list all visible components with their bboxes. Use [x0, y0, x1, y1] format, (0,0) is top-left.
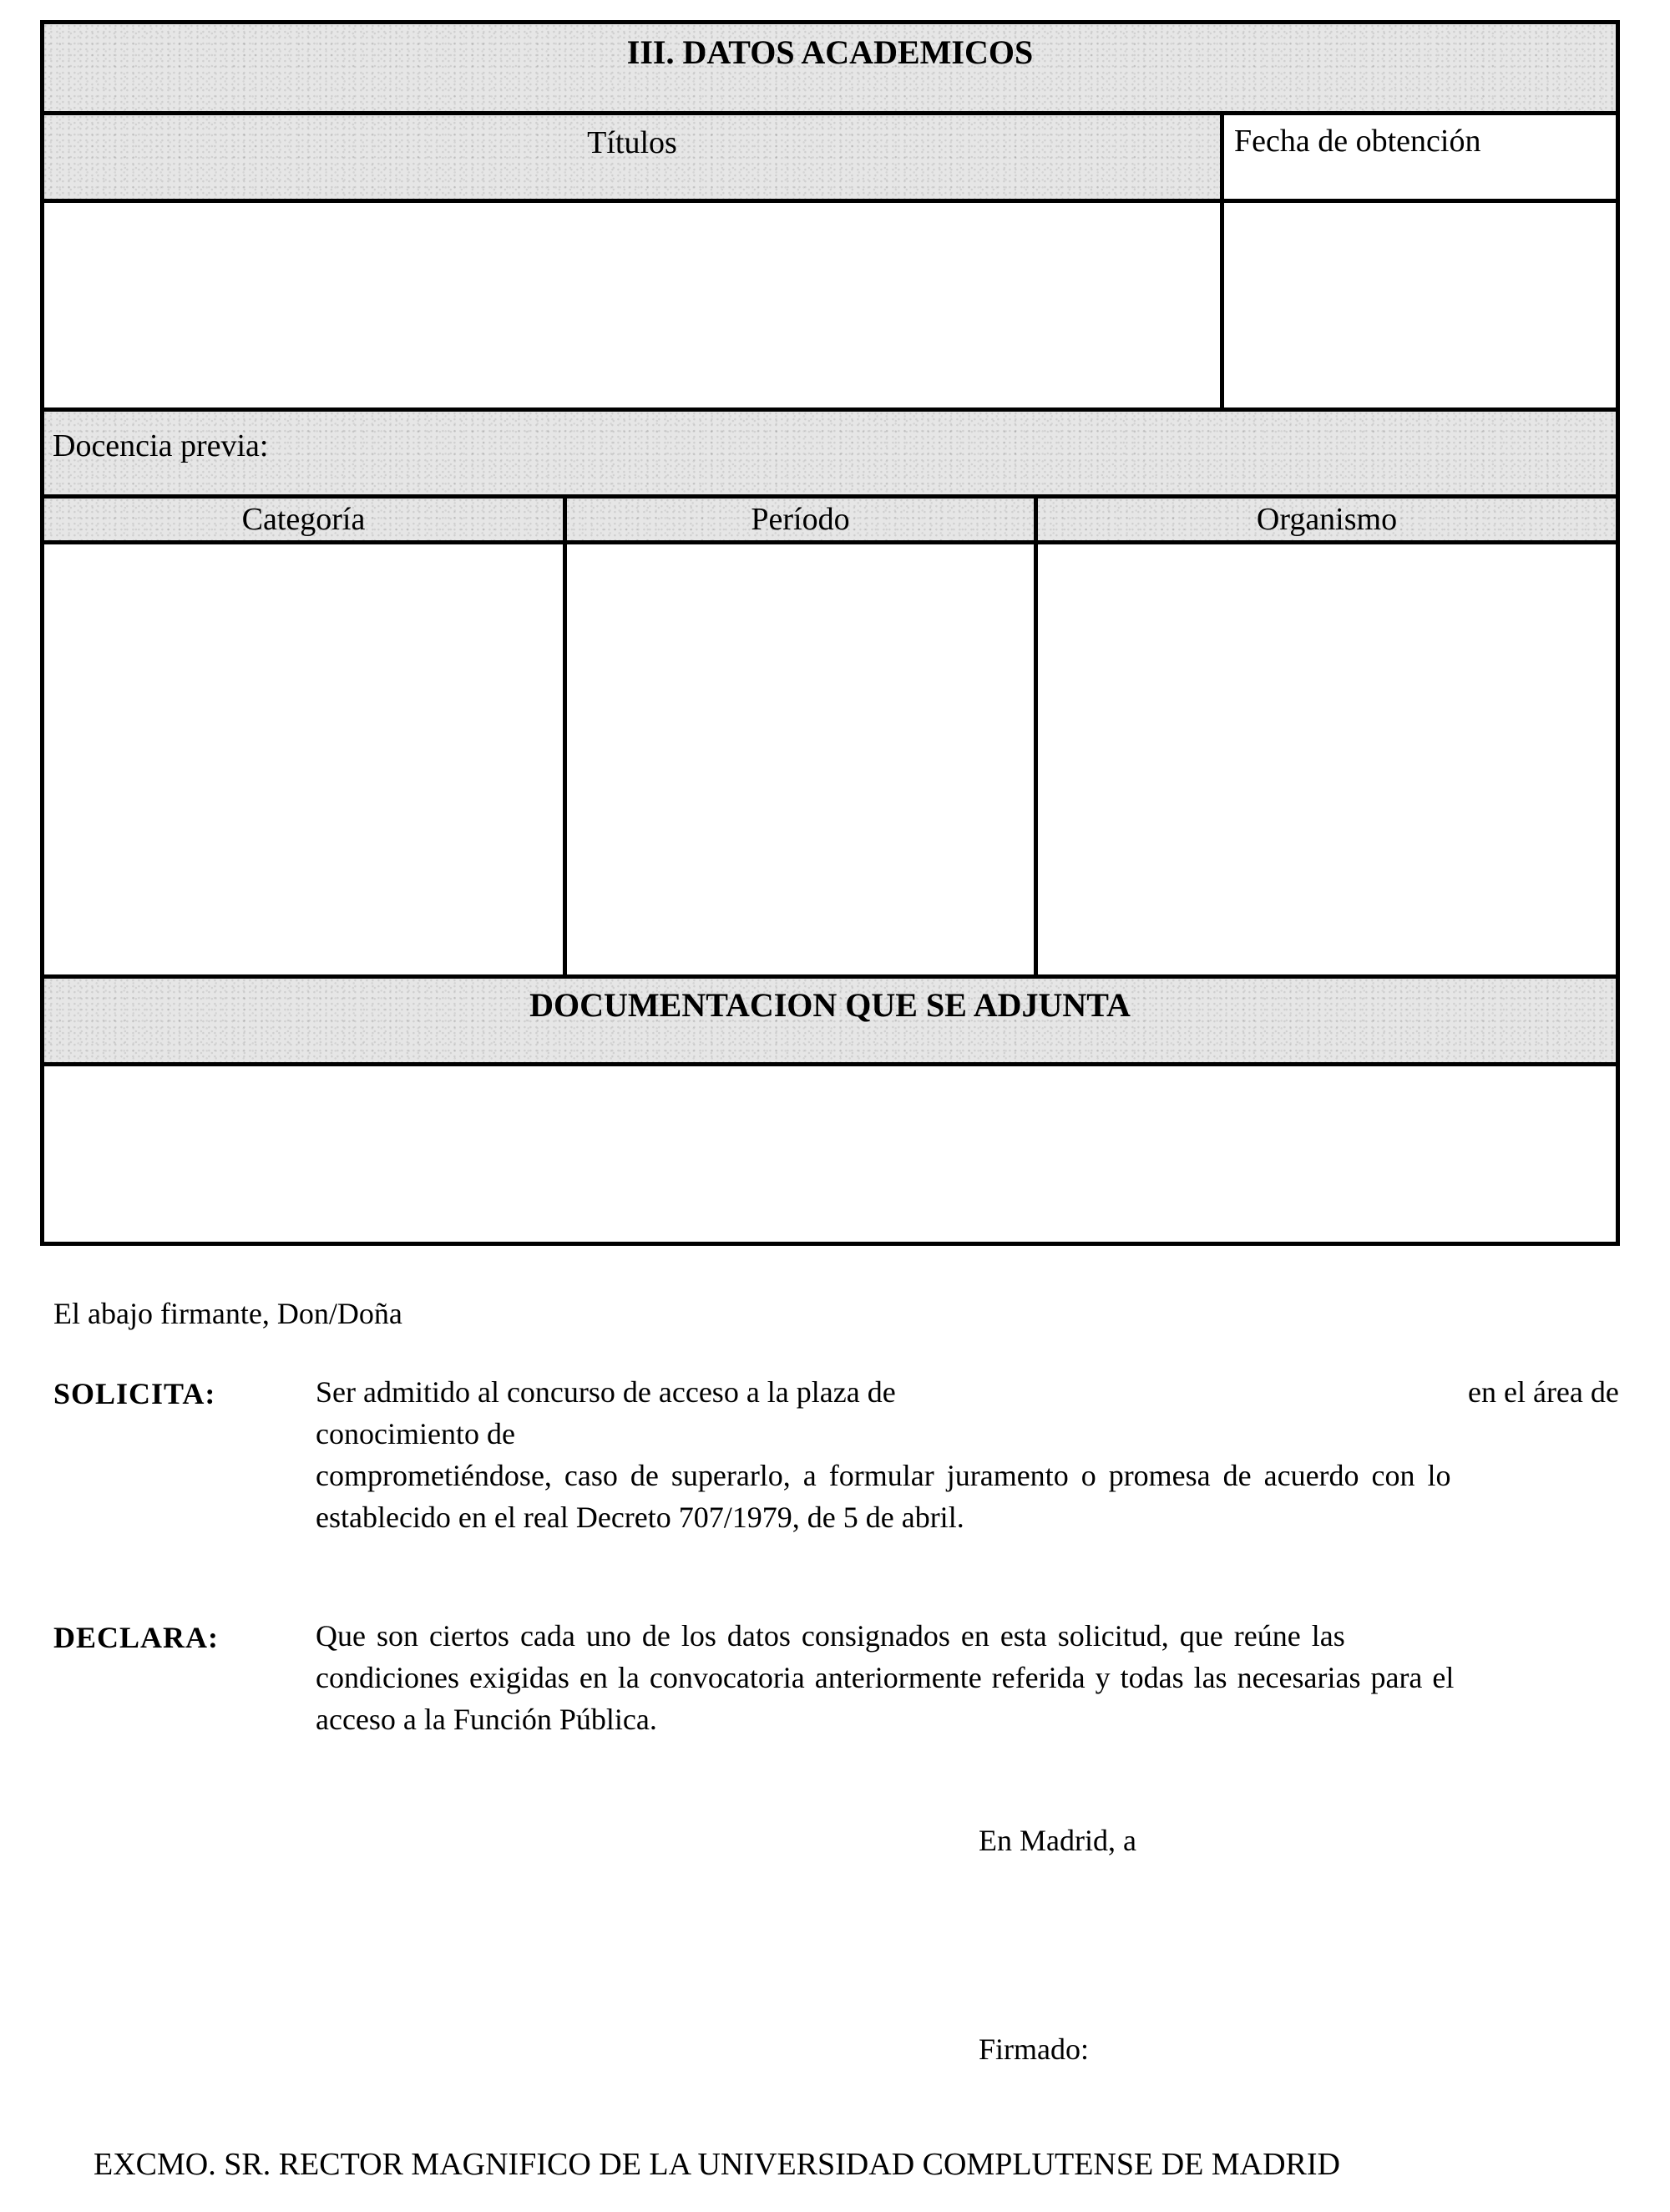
solicita-line1b: en el área de — [1468, 1375, 1619, 1409]
solicita-line3: comprometiéndose, caso de superarlo, a formular juramento o promesa de acuerdo con lo — [316, 1459, 1451, 1492]
solicita-label: SOLICITA: — [53, 1377, 216, 1410]
declara-label: DECLARA: — [53, 1621, 220, 1654]
documentacion-entry-field[interactable] — [44, 1066, 1616, 1242]
documentacion-header-cell — [44, 979, 1616, 1062]
declara-line2: condiciones exigidas en la convocatoria anteriormente referida y todas las necesarias para el — [316, 1661, 1455, 1694]
categoria-entry-field[interactable] — [44, 544, 563, 974]
firma-text: Firmado: — [979, 2032, 1089, 2066]
periodo-header-cell — [567, 499, 1034, 540]
titulos-column-header: Títulos — [587, 125, 677, 160]
organismo-header-cell — [1038, 499, 1616, 540]
categoria-header-cell — [44, 499, 563, 540]
fecha-column-header: Fecha de obtención — [1234, 124, 1481, 159]
section-title: III. DATOS ACADEMICOS — [626, 33, 1034, 71]
organismo-entry-field[interactable] — [1038, 544, 1616, 974]
solicita-line1a: Ser admitido al concurso de acceso a la plaza de — [316, 1375, 896, 1409]
declara-line3: acceso a la Función Pública. — [316, 1703, 657, 1736]
periodo-entry-field[interactable] — [567, 544, 1034, 974]
fecha-entry-field[interactable] — [1224, 203, 1616, 407]
periodo-column-header: Período — [751, 502, 850, 537]
solicita-line4: establecido en el real Decreto 707/1979, de 5 de abril. — [316, 1501, 964, 1534]
titulos-header-cell — [44, 115, 1220, 199]
docencia-label-cell — [44, 412, 1616, 494]
documentacion-title: DOCUMENTACION QUE SE ADJUNTA — [529, 986, 1131, 1024]
organismo-column-header: Organismo — [1256, 502, 1398, 537]
solicita-line2: conocimiento de — [316, 1417, 515, 1450]
section-header — [44, 24, 1616, 111]
fecha-header-cell — [1224, 115, 1616, 199]
firmante-text: El abajo firmante, Don/Doña — [53, 1297, 402, 1330]
docencia-label: Docencia previa: — [53, 428, 269, 463]
lugar-fecha-text: En Madrid, a — [979, 1824, 1136, 1857]
destinatario-text: EXCMO. SR. RECTOR MAGNIFICO DE LA UNIVERSIDAD COMPLUTENSE DE MADRID — [94, 2147, 1340, 2182]
declara-line1: Que son ciertos cada uno de los datos consignados en esta solicitud, que reúne las — [316, 1619, 1345, 1653]
academic-data-form — [40, 20, 1620, 1246]
titulos-entry-field[interactable] — [44, 203, 1220, 407]
categoria-column-header: Categoría — [241, 502, 366, 537]
